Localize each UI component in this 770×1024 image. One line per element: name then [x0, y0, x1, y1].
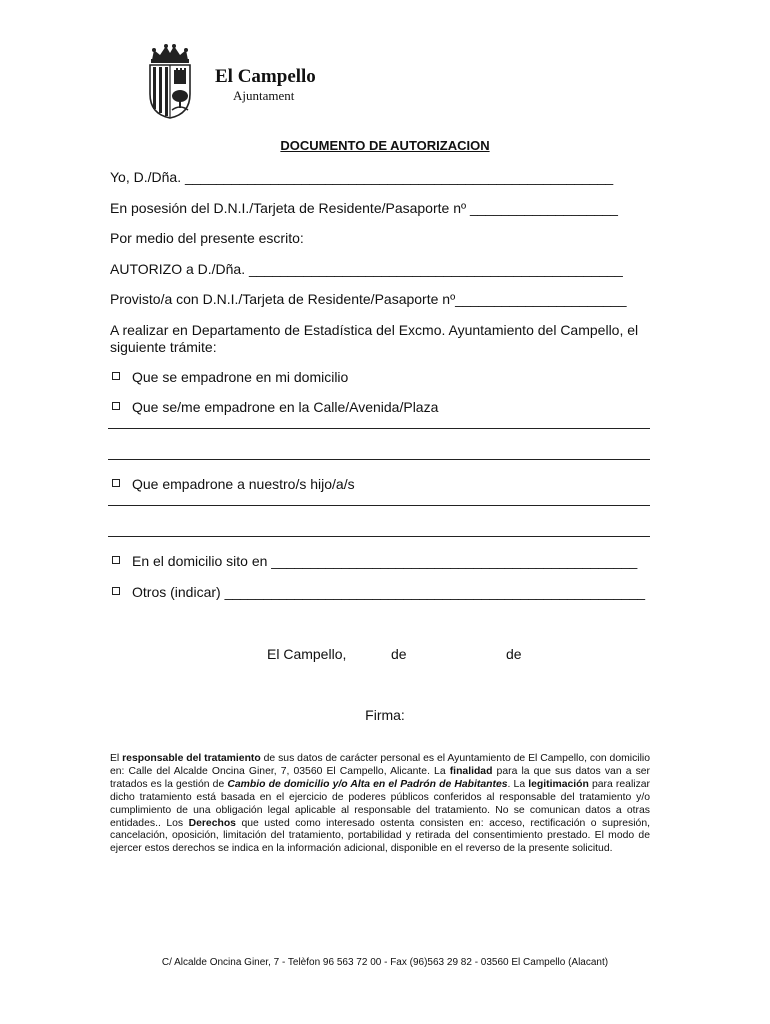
footer-address: C/ Alcalde Oncina Giner, 7 - Telèfon 96 563 72 00 - Fax (96)563 29 82 - 03560 El Campello (Alacant) — [161, 957, 609, 968]
checkbox-icon[interactable] — [112, 479, 120, 487]
legal-bold: Derechos — [188, 817, 236, 829]
legal-text: El — [110, 753, 123, 764]
legal-text: que usted como interesado ostenta consisten en: acceso, rectificación o supresión, cancelación, oposición, limitación del tratamiento, portabilidad y retirada del consentimiento prestado. El modo de ejercer estos derechos se indica en la información adicional, disponible en el reverso de la presente solicitud. — [110, 817, 650, 855]
legal-bold-italic: Cambio de domicilio y/o Alta en el Padrón de Habitantes — [227, 778, 508, 790]
legal-text: de sus datos de carácter personal es el Ayuntamiento de El Campello, con domicilio en: Calle del Alcalde Oncina Giner, 7, 03560 El Campello, Alicante. La — [110, 753, 650, 777]
option-label: Otros (indicar) ______________________________________________________ — [132, 584, 646, 600]
option-label: Que se/me empadrone en la Calle/Avenida/Plaza — [132, 399, 439, 415]
option-domicile[interactable] — [110, 553, 637, 569]
option-others[interactable] — [110, 584, 645, 600]
checkbox-icon[interactable] — [112, 372, 120, 380]
document-title: DOCUMENTO DE AUTORIZACION — [280, 138, 490, 153]
procedure-paragraph: A realizar en Departamento de Estadística del Excmo. Ayuntamiento del Campello, el siguiente trámite: — [110, 322, 639, 355]
checkbox-icon[interactable] — [112, 587, 120, 595]
name-field-line[interactable]: Yo, D./Dña. _______________________________________________________ — [110, 169, 614, 185]
street-address-line-2[interactable] — [108, 459, 650, 460]
id-field-line[interactable]: En posesión del D.N.I./Tarjeta de Residente/Pasaporte nº ___________________ — [110, 200, 618, 216]
option-label: En el domicilio sito en _______________________________________________ — [132, 553, 638, 569]
signature-label: Firma: — [365, 707, 405, 723]
children-line-1[interactable] — [108, 505, 650, 506]
option-street-address[interactable] — [110, 399, 438, 415]
option-children[interactable] — [110, 476, 355, 492]
date-place: El Campello, — [267, 646, 347, 662]
legal-bold: legitimación — [528, 778, 589, 790]
date-de-2: de — [506, 646, 522, 662]
municipality-title: El Campello — [215, 66, 316, 87]
legal-text: . La — [507, 778, 529, 790]
option-own-address[interactable] — [110, 369, 348, 385]
checkbox-icon[interactable] — [112, 556, 120, 564]
date-de-1: de — [391, 646, 407, 662]
municipality-subtitle: Ajuntament — [233, 88, 295, 103]
street-address-line-1[interactable] — [108, 428, 650, 429]
privacy-notice — [110, 753, 650, 856]
option-label: Que empadrone a nuestro/s hijo/a/s — [132, 476, 355, 492]
intro-text: Por medio del presente escrito: — [110, 230, 304, 246]
municipal-coat-of-arms-icon — [146, 44, 194, 120]
legal-bold: responsable del tratamiento — [122, 753, 261, 764]
legal-text: para la que sus datos van a ser tratados es la gestión de — [110, 765, 650, 790]
authorized-id-field-line[interactable]: Provisto/a con D.N.I./Tarjeta de Residente/Pasaporte nº______________________ — [110, 291, 627, 307]
children-line-2[interactable] — [108, 536, 650, 537]
legal-text: para realizar dicho tratamiento está basada en el ejercicio de poderes públicos conferidos al responsable del tratamiento y/o cumplimiento de una obligación legal aplicable al responsable del tratamiento. No se comunican datos a otras entidades.. Los — [110, 778, 650, 829]
checkbox-icon[interactable] — [112, 402, 120, 410]
legal-bold: finalidad — [449, 765, 493, 777]
option-label: Que se empadrone en mi domicilio — [132, 369, 349, 385]
authorized-name-field-line[interactable]: AUTORIZO a D./Dña. ________________________________________________ — [110, 261, 623, 277]
